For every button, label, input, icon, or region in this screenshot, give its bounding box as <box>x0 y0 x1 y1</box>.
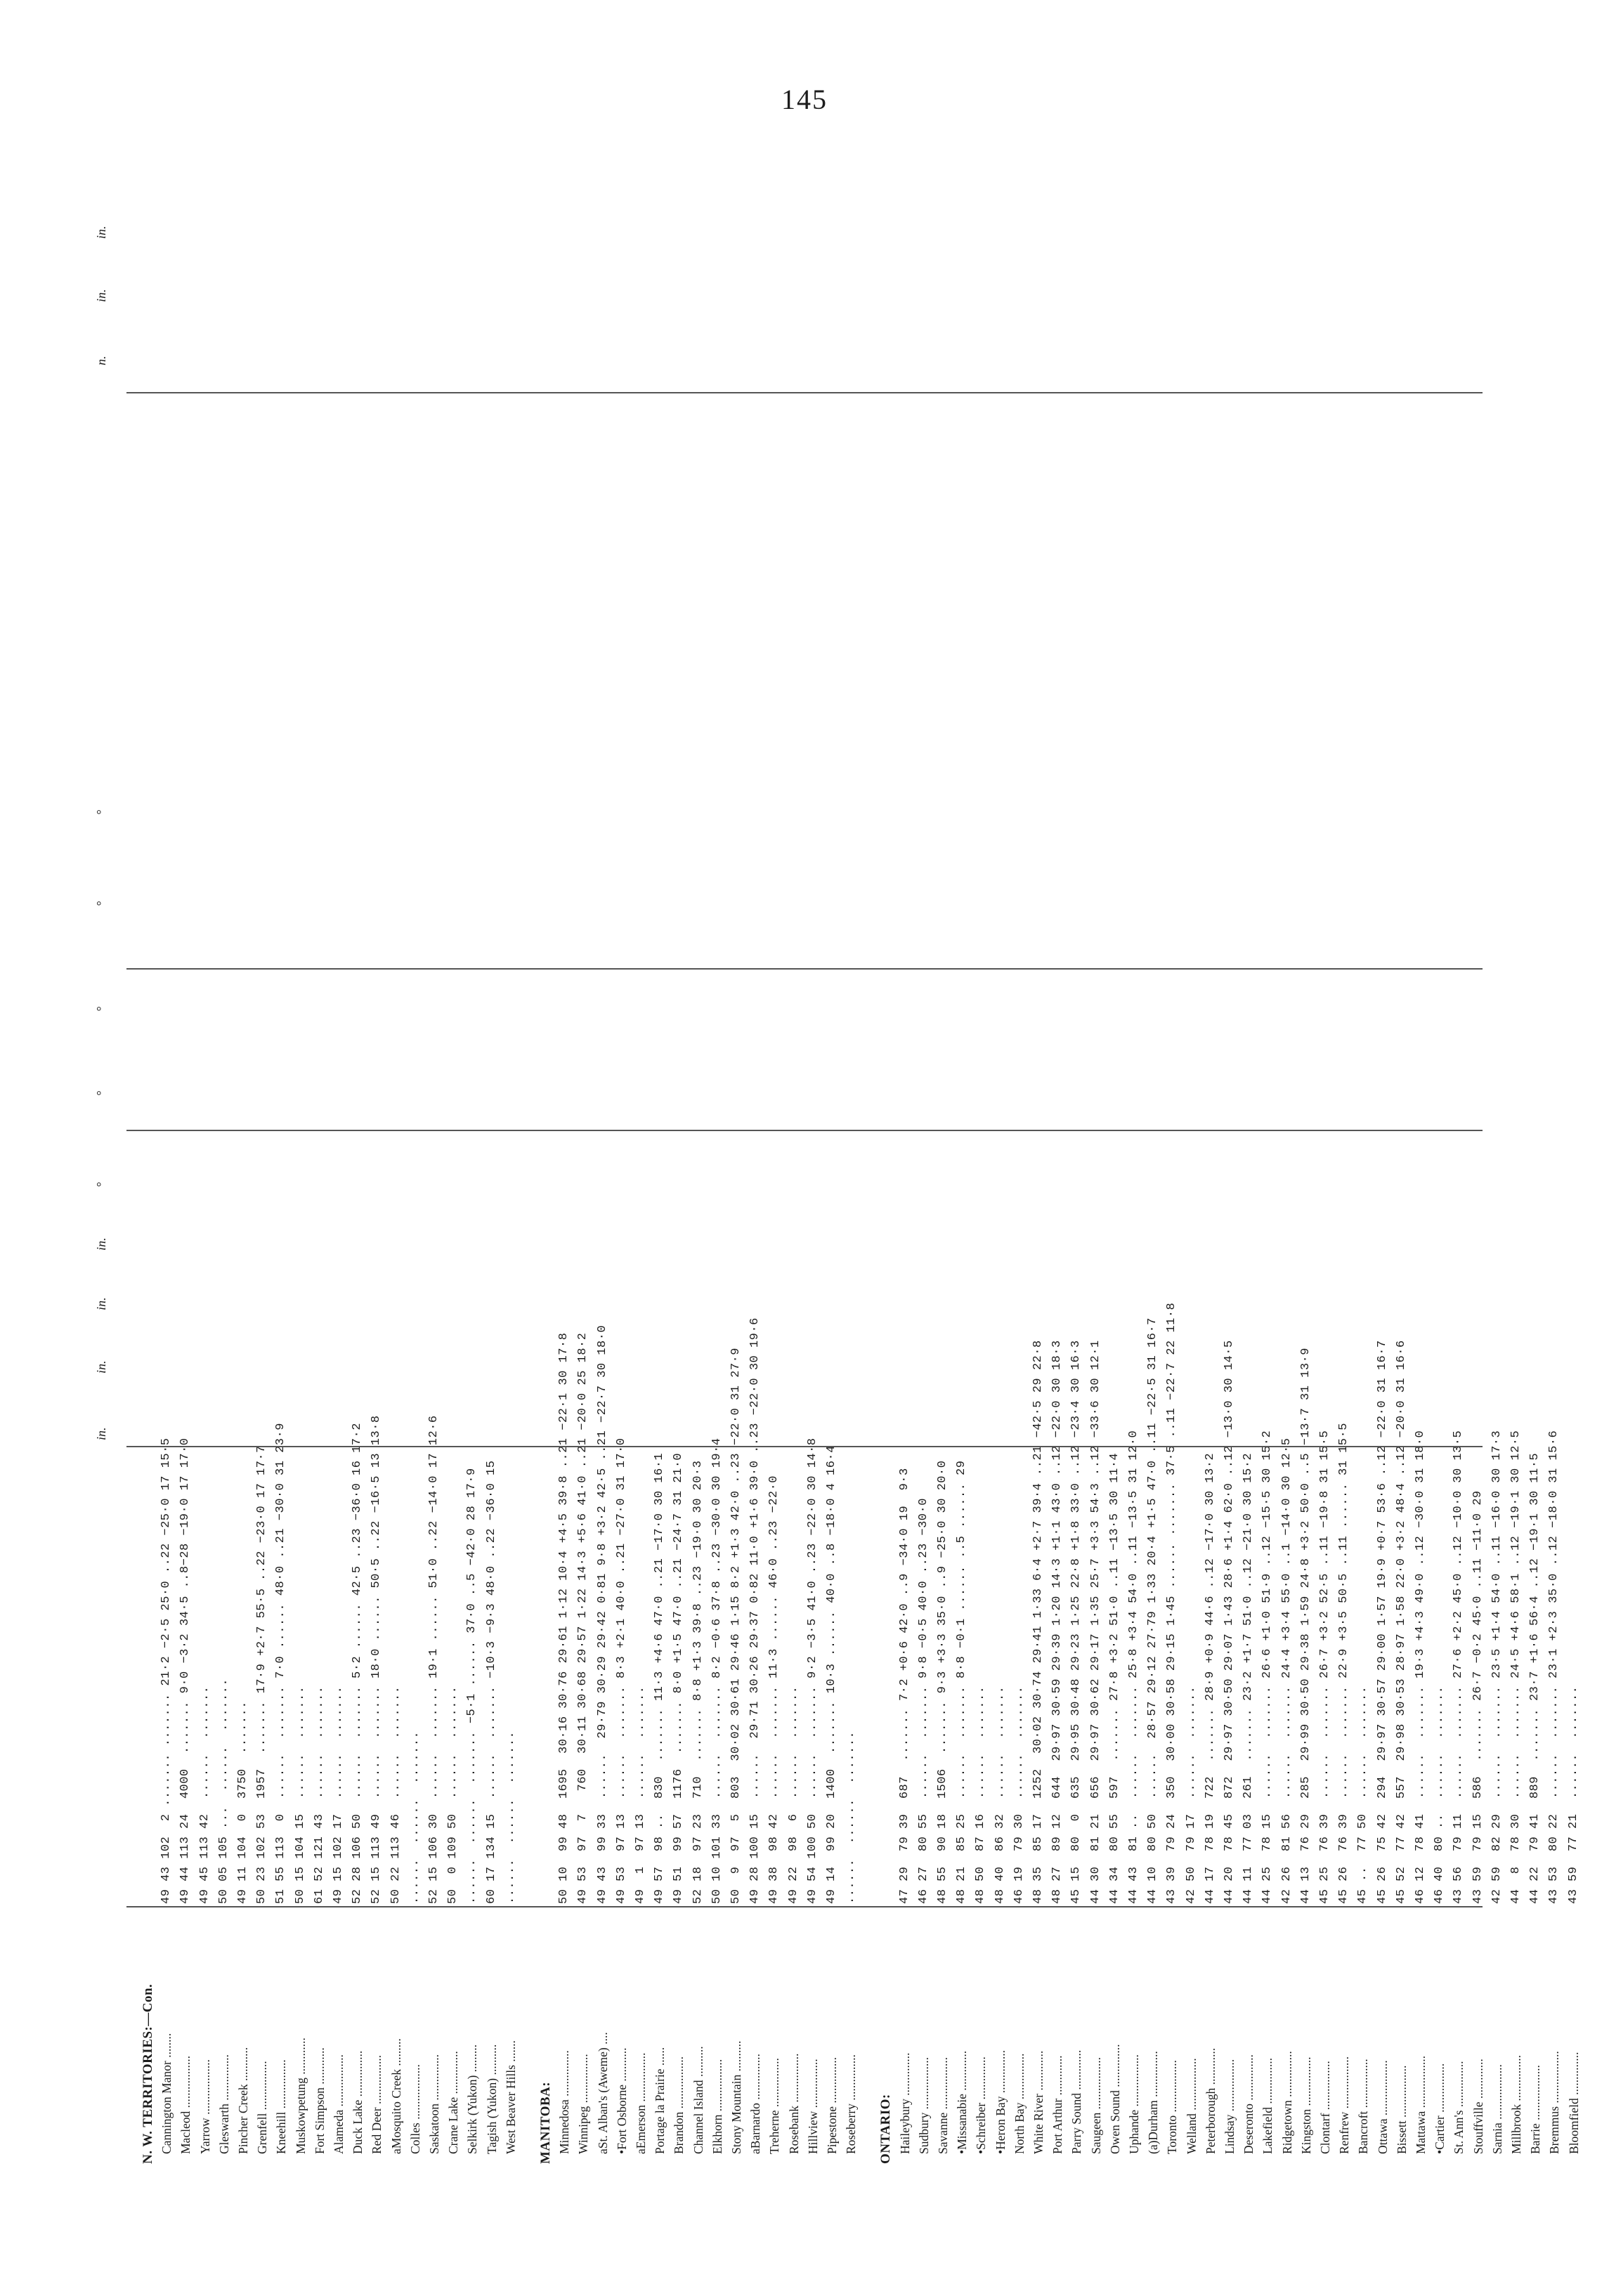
station-data-row: 50 05 105 ... ...... ....... <box>216 1678 230 1904</box>
station-data-row: 44 43 81 .. ...... ....... 25·8 +3·4 54·0 ..11 −13·5 31 12·0 <box>1127 1430 1140 1904</box>
station-name: Uphande ................. <box>1127 2054 1141 2154</box>
station-name: Stouffville ............. <box>1471 2059 1485 2154</box>
station-name: Grenfell ................ <box>255 2061 270 2154</box>
station-name: Sudbury ................. <box>916 2056 931 2154</box>
station-name: Minnedosa ............... <box>557 2050 572 2154</box>
station-data-row: 44 25 78 15 ...... ....... 26·6 +1·0 51·9 ..12 −15·5 30 15·2 <box>1261 1430 1275 1904</box>
station-name: Pincher Creek ........... <box>236 2047 250 2154</box>
station-name: Kingston ................ <box>1298 2056 1313 2154</box>
station-name: Port Arthur ............. <box>1050 2055 1065 2154</box>
page-number: 145 <box>781 84 828 115</box>
station-name: Alameda ................. <box>332 2054 346 2154</box>
unit-label: in. <box>94 1237 108 1251</box>
station-name: Duck Lake ............... <box>351 2050 365 2154</box>
station-name: •Missanabie ............. <box>955 2050 970 2154</box>
station-name: Elkhorn ................. <box>710 2059 724 2154</box>
station-name: White River ............. <box>1031 2050 1045 2154</box>
unit-label: ° <box>94 1182 108 1187</box>
station-name: Colles .................. <box>408 2064 422 2154</box>
station-name: aBarnardo ............... <box>748 2054 763 2154</box>
station-data-row: 49 28 100 15 ...... 29·71 30·26 29·37 0·82 11·0 +1·6 39·0 ..23 −22·0 30 19·6 <box>748 1317 762 1904</box>
station-name: Brandon ................. <box>672 2056 686 2154</box>
station-data-row: 44 34 80 55 597 ....... 27·8 +3·2 51·0 ..11 −13·5 30 11·4 <box>1107 1452 1121 1904</box>
station-data-row: 49 43 99 33 ...... 29·79 30·29 29·42 0·81 9·8 +3·2 42·5 ..21 −22·7 30 18·0 <box>595 1324 609 1904</box>
station-data-row: 49 11 104 0 3750 ....... <box>236 1701 249 1904</box>
station-name: Portage la Prairie ...... <box>653 2047 667 2154</box>
station-name: Peterborough ............ <box>1203 2047 1218 2154</box>
station-name: Treherne ................ <box>767 2058 782 2154</box>
station-name: •Schreiber .............. <box>974 2056 989 2154</box>
station-data-row: 46 27 80 55 ...... ....... 9·8 −0·5 40·0 ..23 −30·0 <box>916 1498 930 1904</box>
station-data-row: 49 45 113 42 ...... ....... <box>197 1685 211 1904</box>
station-data-row: 42 26 81 56 ...... ....... 24·4 +3·4 55·0 ..1 −14·0 30 12·5 <box>1279 1437 1294 1904</box>
station-name: Bloomfield .............. <box>1566 2052 1581 2154</box>
station-name: Savanne ................. <box>936 2056 950 2154</box>
station-data-row: 48 21 85 25 ...... ....... 8·8 −0·1 ...... ..5 ...... 29 <box>955 1460 969 1904</box>
station-name: (a)Durham ............... <box>1146 2051 1161 2154</box>
station-data-row: 49 22 98 6 ...... ....... <box>786 1685 800 1904</box>
station-data-row: 49 54 100 50 ...... ....... 9·2 −3·5 41·0 ..23 −22·0 30 14·8 <box>805 1437 819 1904</box>
station-name: Crane Lake .............. <box>446 2051 461 2154</box>
station-data-row: 44 30 81 21 656 29·97 30·62 29·17 1·35 25·7 +3·3 54·3 ..12 −33·6 30 12·1 <box>1088 1340 1102 1904</box>
station-data-row: 49 14 99 20 1400 ....... 10·3 ...... 40·0 ..8 −18·0 4 16·4 <box>825 1445 838 1904</box>
station-name: Bissett ................. <box>1394 2065 1409 2154</box>
station-name: Barrie .................. <box>1528 2065 1543 2154</box>
station-name: Saugeen ................. <box>1088 2056 1103 2154</box>
section-heading: ONTARIO: <box>878 2094 894 2164</box>
unit-label: in. <box>94 289 108 302</box>
station-name: Toronto ................. <box>1165 2060 1180 2154</box>
station-data-row: 46 12 78 41 ...... ....... 19·3 +4·3 49·0 ..12 −30·0 31 18·0 <box>1414 1430 1427 1904</box>
unit-label: ° <box>94 1090 108 1096</box>
station-name: Channel Island .......... <box>691 2046 705 2154</box>
station-data-row: 47 29 79 39 687 ....... 7·2 +0·6 42·0 ..9 −34·0 19 9·3 <box>897 1468 911 1904</box>
station-name: Clontarf ................ <box>1318 2061 1332 2154</box>
station-name: •Cartier ................ <box>1433 2063 1447 2154</box>
column-rule <box>126 968 1483 970</box>
station-data-row: 49 43 102 2 ....... ....... 21·2 −2·5 25·0 ..22 −25·0 17 15·5 <box>159 1437 174 1904</box>
station-name: Sarnia .................. <box>1490 2064 1504 2154</box>
station-data-row: 50 23 102 53 1957 ....... 17·9 +2·7 55·5 ..22 −23·0 17 17·7 <box>255 1445 269 1904</box>
station-name: aEmerson ................ <box>634 2052 648 2154</box>
station-name: Red Deer ................ <box>370 2055 384 2154</box>
station-data-row: 44 17 78 19 722 ....... 28·9 +0·9 44·6 ..12 −17·0 30 13·2 <box>1203 1452 1217 1904</box>
column-rule <box>126 1906 1483 1907</box>
station-data-row: 49 38 98 42 ...... ....... 11·3 ...... 46·0 ..23 −22·0 <box>767 1475 781 1904</box>
station-name: Lakefield ............... <box>1261 2057 1275 2154</box>
column-rule <box>126 392 1483 393</box>
station-data-row: 43 59 77 21 ...... ....... <box>1566 1685 1580 1904</box>
station-data-row: 43 56 79 11 ...... ....... 27·6 +2·2 45·0 ..12 −10·0 30 13·5 <box>1452 1430 1466 1904</box>
unit-label: in. <box>94 1427 108 1440</box>
station-data-row: 45 25 76 39 ...... ....... 26·7 +3·2 52·5 ..11 −19·8 31 15·5 <box>1318 1430 1331 1904</box>
station-name: West Beaver Hills ....... <box>503 2040 518 2154</box>
station-data-row: 49 44 113 24 4000 ....... 9·0 −3·2 34·5 ..8−28 −19·0 17 17·0 <box>178 1437 193 1904</box>
station-name: •Heron Bay .............. <box>993 2049 1008 2154</box>
station-data-row: 49 57 98 .. 830 ....... 11·3 +4·6 47·0 ..21 −17·0 30 16·1 <box>653 1452 667 1904</box>
station-name: Mattawa ................. <box>1414 2056 1428 2154</box>
station-data-row: 50 9 97 5 803 30·02 30·61 29·46 1·15 8·2 +1·3 42·0 ..23 −22·0 31 27·9 <box>729 1348 743 1904</box>
climate-table <box>94 126 1581 2164</box>
station-name: •Fort Osborne ........... <box>614 2047 629 2154</box>
station-data-row: 50 0 109 50 ...... ....... <box>446 1685 460 1904</box>
unit-label: in. <box>94 1297 108 1310</box>
station-data-row: 44 11 77 03 261 ....... 23·2 +1·7 51·0 ..12 −21·0 30 15·2 <box>1242 1452 1256 1904</box>
station-data-row: 43 59 79 15 586 ....... 26·7 −0·2 45·0 ..11 −11·0 29 <box>1471 1490 1485 1904</box>
station-data-row: 51 55 113 0 ...... ....... 7·0 ...... 48·0 ..21 −30·0 31 23·9 <box>274 1423 288 1904</box>
station-data-row: 44 13 76 29 285 29·99 30·50 29·38 1·59 24·8 +3·2 50·0 ..5 −13·7 31 13·9 <box>1298 1348 1312 1904</box>
station-name: Bremmus ................. <box>1547 2051 1562 2154</box>
unit-label: ° <box>94 1006 108 1012</box>
station-name: Fort Simpson ............ <box>312 2047 327 2154</box>
station-name: Haileybury .............. <box>897 2052 912 2154</box>
column-rule <box>126 1130 1483 1131</box>
station-data-row: 48 50 87 16 ...... ....... <box>974 1685 988 1904</box>
station-name: Renfrew ................. <box>1337 2056 1352 2154</box>
station-name: Millbrook ............... <box>1509 2055 1523 2154</box>
station-name: Pipestone ............... <box>825 2056 839 2154</box>
station-data-row: 44 10 80 50 ...... 28·57 29·12 27·79 1·33 20·4 +1·5 47·0 ..11 −22·5 31 16·7 <box>1146 1317 1160 1904</box>
station-name: aSt. Alban's (Aweme) .... <box>595 2032 610 2154</box>
station-data-row: 52 28 106 50 ...... ....... 5·2 ...... 42·5 ..23 −36·0 16 17·2 <box>351 1423 365 1904</box>
station-name: Kneehill ................ <box>274 2059 289 2154</box>
station-data-row: 49 51 99 57 1176 ....... 8·0 +1·5 47·0 ..21 −24·7 31 21·0 <box>672 1452 686 1904</box>
station-data-row: 49 1 97 13 ...... ....... <box>634 1685 647 1904</box>
station-data-row: 46 40 80 .. ...... ....... <box>1433 1685 1447 1904</box>
station-data-row: ...... ...... ....... <box>844 1730 858 1904</box>
station-name: Welland ................. <box>1184 2058 1199 2154</box>
station-data-row: 45 52 77 42 557 29·98 30·53 28·97 1·58 22·0 +3·2 48·4 ..12 −20·0 31 16·6 <box>1394 1340 1408 1904</box>
unit-label: ° <box>94 809 108 815</box>
station-name: Roseberry ............... <box>844 2054 859 2154</box>
station-data-row: ...... ...... ....... <box>503 1730 517 1904</box>
station-data-row: 48 40 86 32 ...... ....... <box>993 1685 1007 1904</box>
station-name: Winnipeg ................ <box>576 2054 591 2154</box>
station-data-row: 50 15 104 15 ...... ....... <box>293 1685 307 1904</box>
section-heading: MANITOBA: <box>538 2081 553 2164</box>
station-data-row: 42 59 82 29 ...... ....... 23·5 +1·4 54·0 ..11 −16·0 30 17·3 <box>1490 1430 1504 1904</box>
station-data-row: 44 8 78 30 ...... ....... 24·5 +4·6 58·1 ..12 −19·1 30 12·5 <box>1509 1430 1523 1904</box>
station-data-row: 49 53 97 13 ...... ....... 8·3 +2·1 40·0 ..21 −27·0 31 17·0 <box>614 1437 628 1904</box>
station-name: North Bay ............... <box>1012 2053 1027 2154</box>
station-name: Selkirk (Yukon) ......... <box>465 2044 480 2154</box>
station-name: Ottawa .................. <box>1375 2060 1390 2154</box>
station-data-row: 60 17 134 15 ...... ....... −10·3 −9·3 48·0 ..22 −36·0 15 <box>484 1460 498 1904</box>
unit-label: ° <box>94 901 108 906</box>
station-data-row: 45 26 76 39 ...... ....... 22·9 +3·5 50·5 ..11 ...... 31 15·5 <box>1337 1423 1351 1904</box>
station-data-row: 43 53 80 22 ...... ....... 23·1 +2·3 35·0 ..12 −18·0 31 15·6 <box>1547 1430 1561 1904</box>
unit-label: in. <box>94 1360 108 1374</box>
station-data-row: 50 22 113 46 ...... ....... <box>389 1685 403 1904</box>
station-data-row: 52 15 106 30 ...... ....... 19·1 ...... 51·0 ..22 −14·0 17 12·6 <box>427 1415 441 1904</box>
station-name: Rosebank ................ <box>786 2053 801 2154</box>
unit-label: n. <box>94 356 108 365</box>
station-name: Gleswarth ............... <box>216 2054 231 2154</box>
station-data-row: 49 53 97 7 760 30·11 30·68 29·57 1·22 14·3 +5·6 41·0 ..21 −20·0 25 18·2 <box>576 1332 590 1904</box>
station-data-row: 45 15 80 0 635 29·95 30·48 29·23 1·25 22·8 +1·8 33·0 ..12 −23·4 30 16·3 <box>1069 1340 1083 1904</box>
station-data-row: 52 15 113 49 ...... ....... 18·0 ...... 50·5 ..22 −16·5 13 13·8 <box>370 1415 384 1904</box>
station-data-row: 45 .. 77 50 ...... ....... <box>1356 1685 1370 1904</box>
station-data-row: 43 39 79 24 350 30·00 30·58 29·15 1·45 ...... ....... 37·5 ..11 −22·7 22 11·8 <box>1165 1302 1179 1904</box>
station-data-row: 46 19 79 30 ...... ....... <box>1012 1685 1026 1904</box>
station-name: Macleod ................. <box>178 2056 193 2154</box>
station-name: Parry Sound ............. <box>1069 2049 1084 2154</box>
station-data-row: 61 52 121 43 ...... ....... <box>312 1685 326 1904</box>
station-data-row: 48 27 89 12 644 29·97 30·59 29·39 1·20 14·3 +1·1 43·0 ..12 −22·0 30 18·3 <box>1050 1340 1064 1904</box>
station-data-row: 50 10 101 33 ...... ....... 8·2 −0·6 37·8 ..23 −30·0 30 19·4 <box>710 1437 724 1904</box>
station-data-row: 45 26 75 42 294 29·97 30·57 29·00 1·57 19·9 +0·7 53·6 ..12 −22·0 31 16·7 <box>1375 1340 1389 1904</box>
station-name: Cannington Manor ........ <box>159 2033 174 2154</box>
station-name: Yarrow .................. <box>197 2059 212 2154</box>
section-heading: N. W. TERRITORIES:—Con. <box>141 1983 155 2164</box>
station-name: Lindsay ................. <box>1223 2059 1237 2154</box>
station-data-row: ...... ...... ....... −5·1 ...... 37·0 ..5 −42·0 28 17·9 <box>465 1468 479 1904</box>
station-data-row: 50 10 99 48 1695 30·16 30·76 29·61 1·12 10·4 +4·5 39·8 ..21 −22·1 30 17·8 <box>557 1332 571 1904</box>
column-rule <box>126 1446 1483 1447</box>
station-name: Stony Mountain .......... <box>729 2040 743 2154</box>
station-name: Muskowpetung ............ <box>293 2037 308 2154</box>
station-data-row: ...... ...... ....... <box>408 1730 422 1904</box>
station-data-row: 42 50 79 17 ...... ....... <box>1184 1685 1198 1904</box>
station-name: Ridgetown ............... <box>1279 2051 1294 2154</box>
station-data-row: 48 35 85 17 1252 30·02 30·74 29·41 1·33 6·4 +2·7 39·4 ..21 −42·5 29 22·8 <box>1031 1340 1045 1904</box>
station-name: St. Ann's ............... <box>1452 2061 1466 2154</box>
station-name: Deseronto ............... <box>1242 2054 1256 2154</box>
unit-label: in. <box>94 226 108 239</box>
station-name: Tagish (Yukon) .......... <box>484 2044 499 2154</box>
station-data-row: 49 15 102 17 ...... ....... <box>332 1685 345 1904</box>
station-name: Hillview ................ <box>805 2059 820 2154</box>
station-data-row: 52 18 97 23 710 ....... 8·8 +1·3 39·8 ..23 −19·0 30 20·3 <box>691 1460 705 1904</box>
station-data-row: 44 22 79 41 889 ....... 23·7 +1·6 56·4 ..12 −19·1 30 11·5 <box>1528 1452 1542 1904</box>
station-data-row: 48 55 90 18 1506 ....... 9·3 +3·3 35·0 ..9 −25·0 30 20·0 <box>936 1460 949 1904</box>
station-name: Bancroft ................ <box>1356 2059 1371 2154</box>
station-data-row: 44 20 78 45 872 29·97 30·50 29·07 1·43 28·6 +1·4 62·0 ..12 −13·0 30 14·5 <box>1223 1340 1236 1904</box>
station-name: Saskatoon ............... <box>427 2054 441 2154</box>
station-name: aMosquito Creek ......... <box>389 2038 403 2154</box>
station-name: Owen Sound .............. <box>1107 2044 1122 2154</box>
